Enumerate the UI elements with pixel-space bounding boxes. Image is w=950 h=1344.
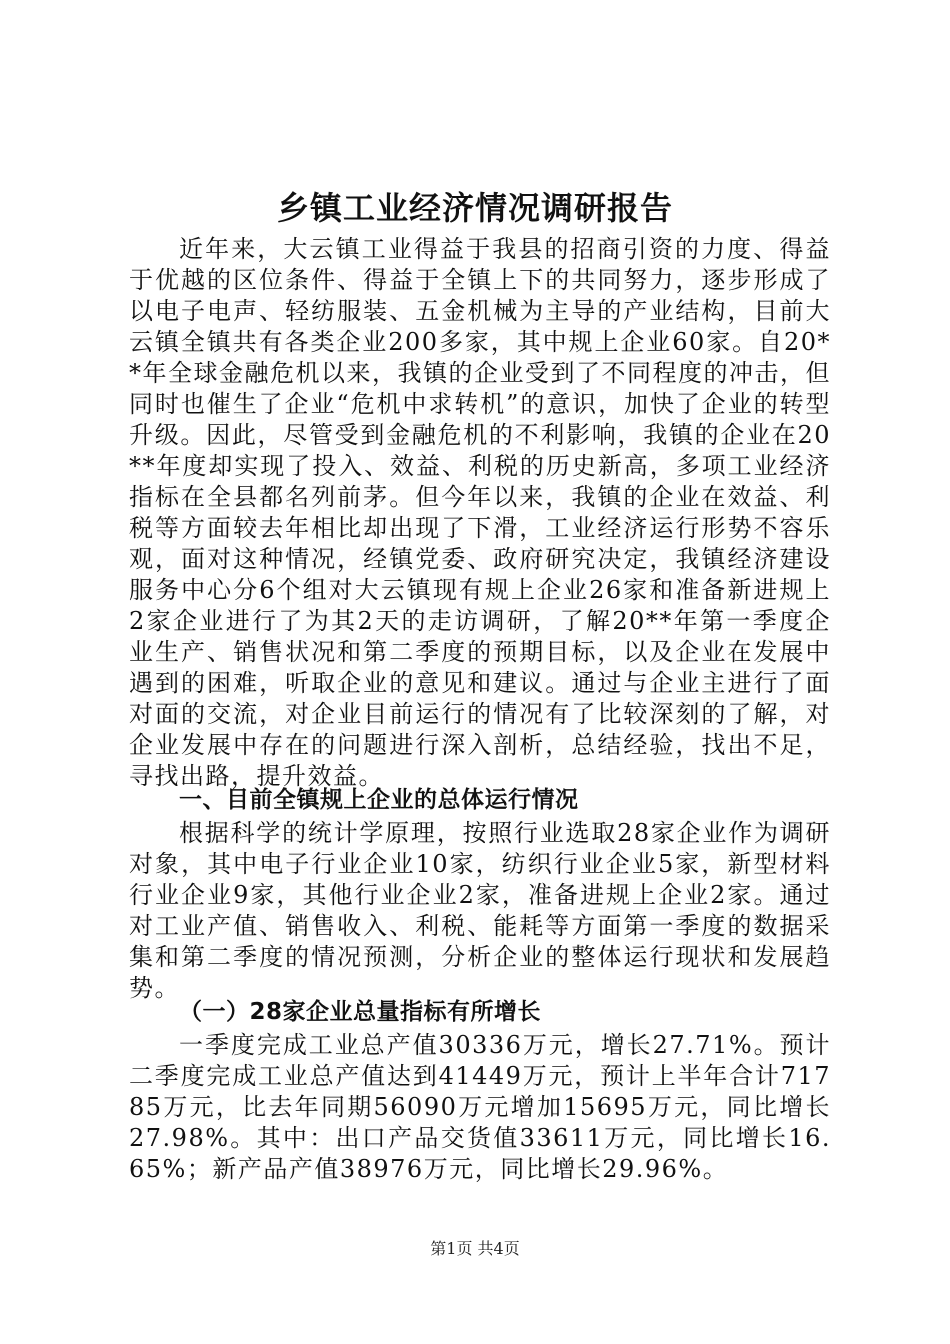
section-heading-overall: 一、目前全镇规上企业的总体运行情况: [179, 787, 579, 813]
output-paragraph: 一季度完成工业总产值30336万元，增长27.71%。预计二季度完成工业总产值达到41449万元，预计上半年合计71785万元，比去年同期56090万元增加15695万元，同比增长27.98%。其中：出口产品交货值33611万元，同比增长16.65%；新产品产值38976万元，同比增长29.96%。: [129, 1031, 831, 1183]
page-indicator: 第1页 共4页: [430, 1239, 520, 1258]
survey-paragraph: 根据科学的统计学原理，按照行业选取28家企业作为调研对象，其中电子行业企业10家，纺织行业企业5家，新型材料行业企业9家，其他行业企业2家，准备进规上企业2家。通过对工业产值、销售收入、利税、能耗等方面第一季度的数据采集和第二季度的情况预测，分析企业的整体运行现状和发展趋势。: [129, 819, 831, 1002]
document-title: 乡镇工业经济情况调研报告: [276, 189, 673, 227]
intro-paragraph: 近年来，大云镇工业得益于我县的招商引资的力度、得益于优越的区位条件、得益于全镇上下的共同努力，逐步形成了以电子电声、轻纺服装、五金机械为主导的产业结构，目前大云镇全镇共有各类企业200多家，其中规上企业60家。自20**年全球金融危机以来，我镇的企业受到了不同程度的冲击，但同时也催生了企业“危机中求转机”的意识，加快了企业的转型升级。因此，尽管受到金融危机的不利影响，我镇的企业在20**年度却实现了投入、效益、利税的历史新高，多项工业经济指标在全县都名列前茅。但今年以来，我镇的企业在效益、利税等方面较去年相比却出现了下滑，工业经济运行形势不容乐观，面对这种情况，经镇党委、政府研究决定，我镇经济建设服务中心分6个组对大云镇现有规上企业26家和准备新进规上2家企业进行了为其2天的走访调研，了解20**年第一季度企业生产、销售状况和第二季度的预期目标，以及企业在发展中遇到的困难，听取企业的意见和建议。通过与企业主进行了面对面的交流，对企业目前运行的情况有了比较深刻的了解，对企业发展中存在的问题进行深入剖析，总结经验，找出不足，寻找出路，提升效益。: [129, 235, 831, 790]
subsection-heading-growth: （一）28家企业总量指标有所增长: [179, 999, 542, 1025]
